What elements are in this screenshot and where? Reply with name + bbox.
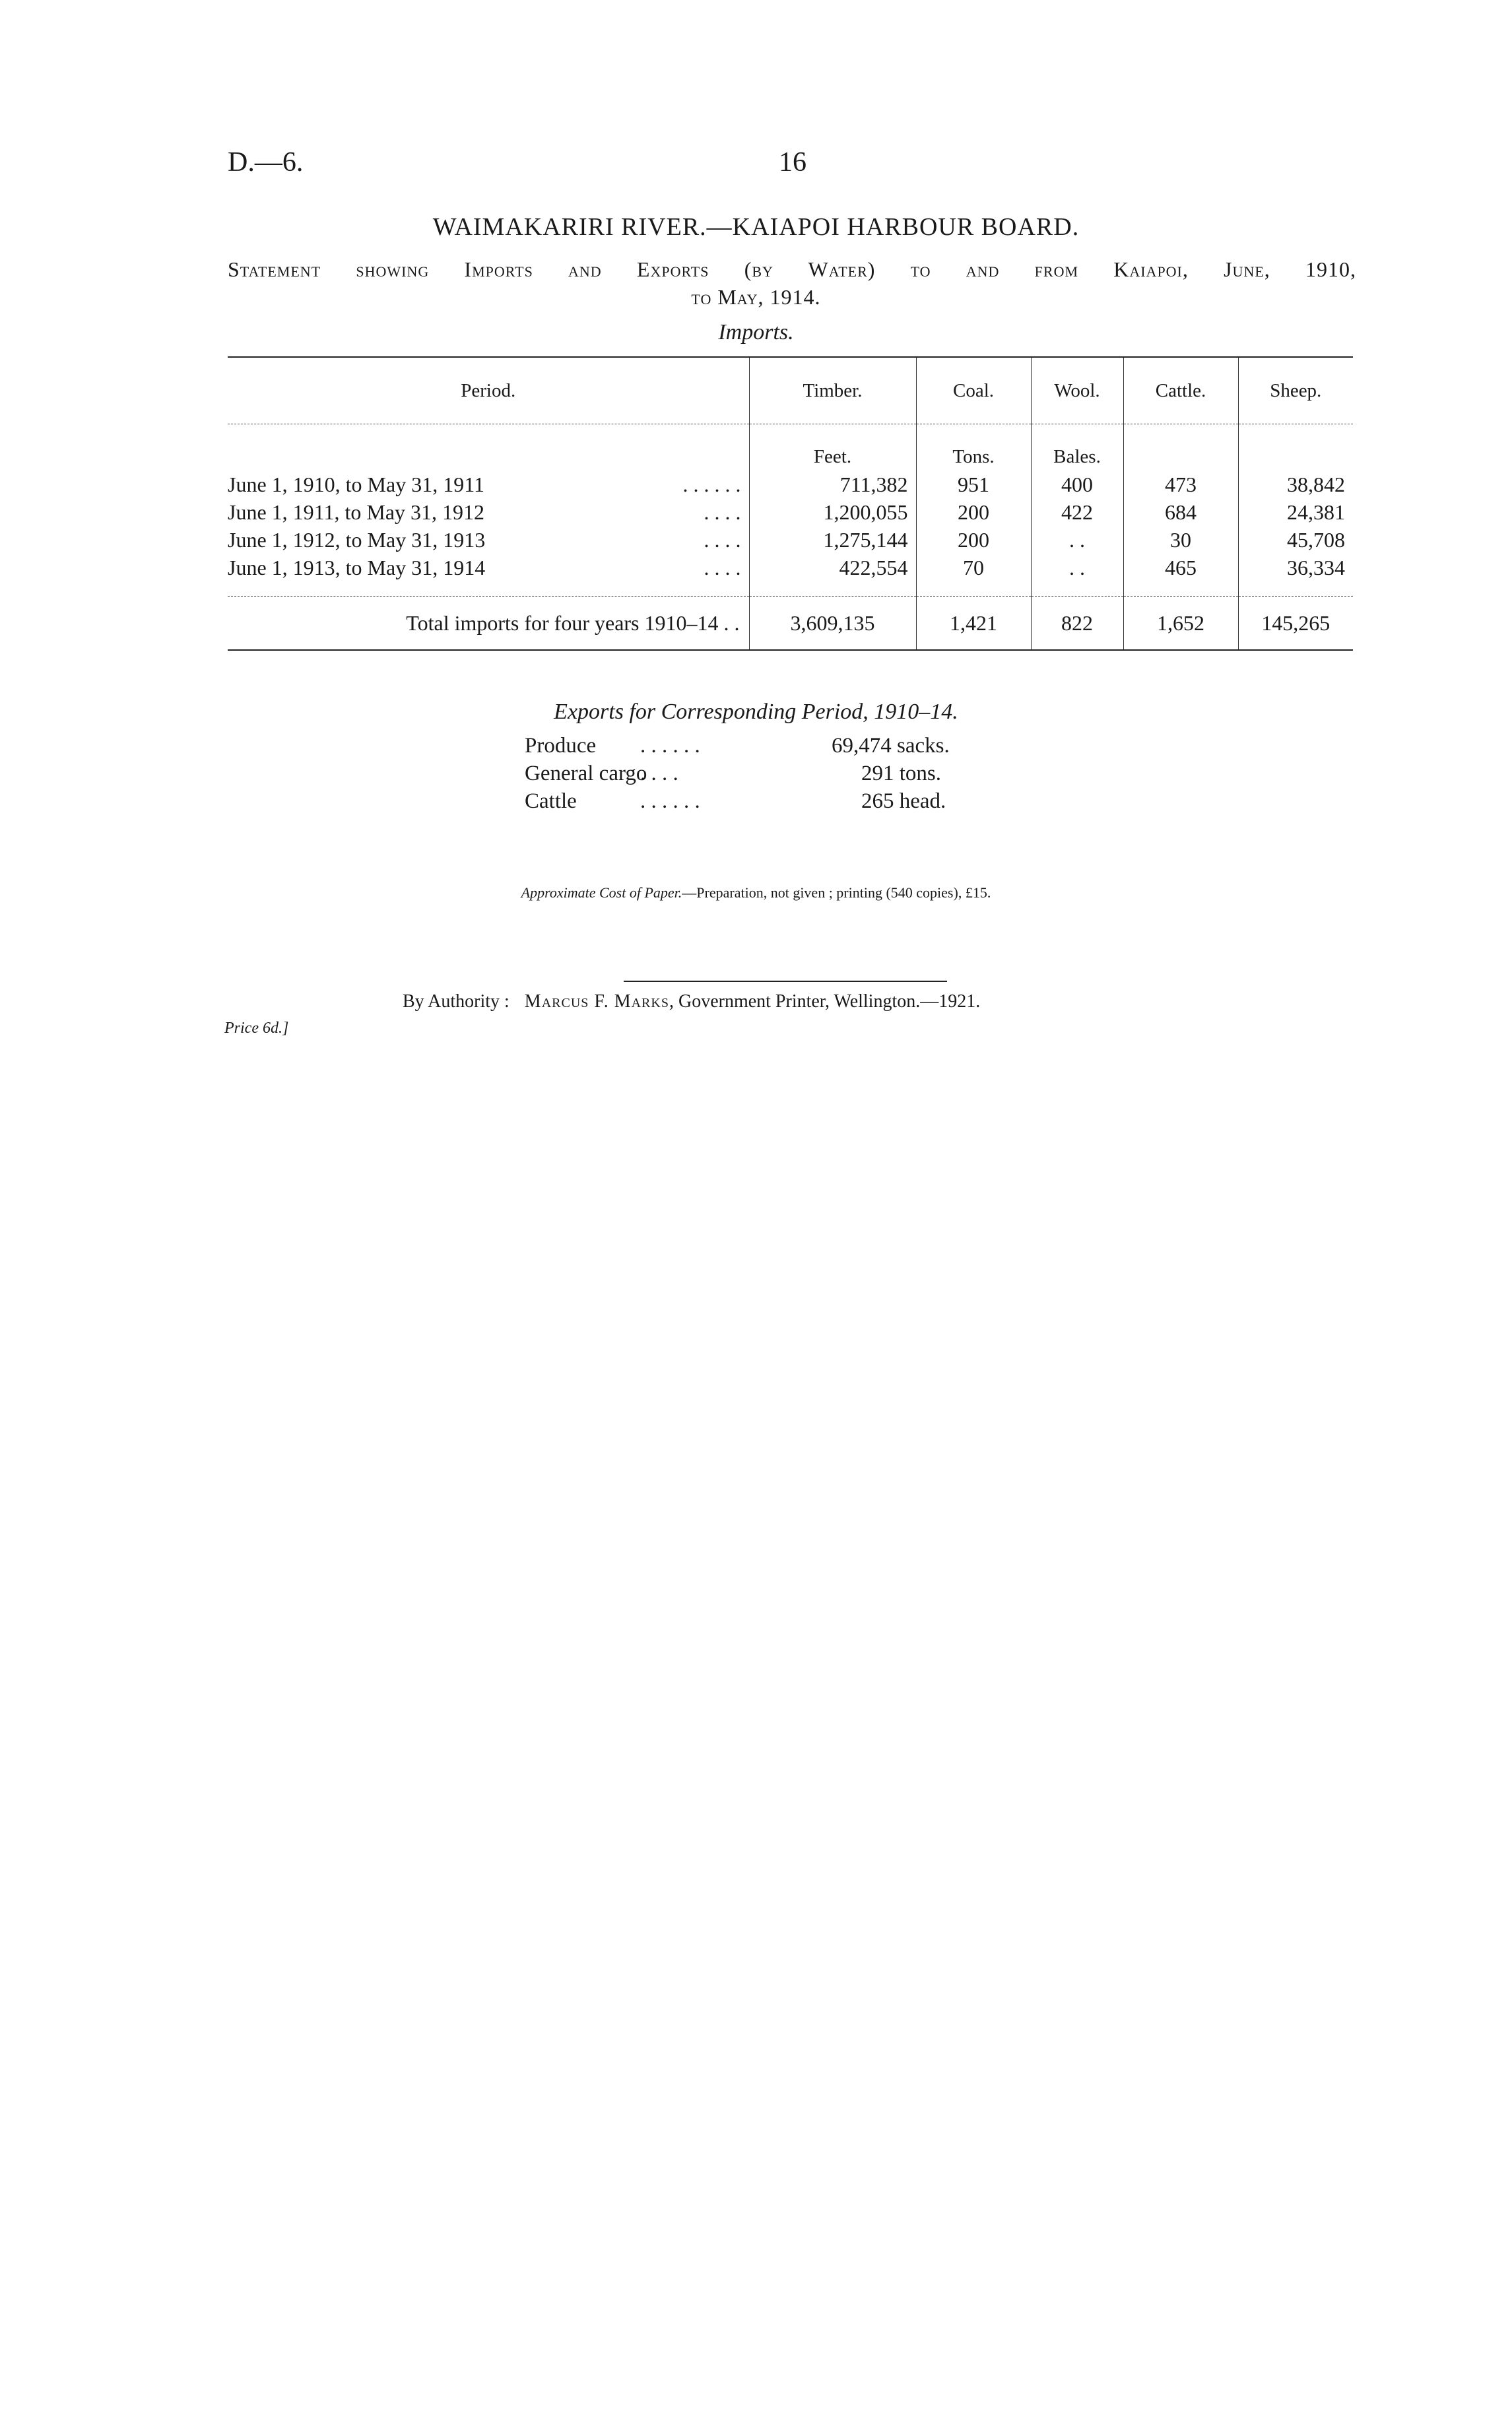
header-coal: Coal. [916,358,1031,424]
authority-prefix: By Authority : [403,991,509,1012]
authority-suffix: , Government Printer, Wellington.—1921. [669,991,981,1012]
printer-name: Marcus F. Marks [524,991,669,1012]
price-note: Price 6d.] [224,1020,289,1037]
row-leader-dots: . . . . [704,528,741,552]
header-cattle: Cattle. [1123,358,1238,424]
divider-rule [624,981,947,982]
cell-wool: 400 [1031,471,1123,498]
imports-heading: Imports. [718,320,794,344]
total-timber: 3,609,135 [749,597,916,650]
cell-coal: 951 [916,471,1031,498]
export-leader-dots: . . . . . . [640,789,700,813]
header-timber: Timber. [749,358,916,424]
row-period: June 1, 1911, to May 31, 1912 [228,500,485,524]
printer-authority [403,991,980,1012]
statement-subtitle: Statement showing Imports and Exports (by Water) to and from Kaiapoi, June, 1910, [228,257,1356,281]
export-value: 265 head. [861,789,946,813]
cell-cattle: 465 [1123,554,1238,581]
cell-wool: . . [1031,554,1123,581]
cell-coal: 200 [916,526,1031,554]
export-leader-dots: . . . . [640,762,678,785]
total-row [228,597,1353,650]
header-wool: Wool. [1031,358,1123,424]
export-item [0,789,1512,817]
export-label: Produce [525,734,597,758]
row-period: June 1, 1913, to May 31, 1914 [228,556,486,579]
cost-note-label: Approximate Cost of Paper. [521,884,682,901]
cost-note-text: —Preparation, not given ; printing (540 copies), £15. [682,884,991,901]
cell-coal: 70 [916,554,1031,581]
cell-timber: 711,382 [749,471,916,498]
export-value: 69,474 sacks. [832,734,950,758]
cell-timber: 1,275,144 [749,526,916,554]
total-wool: 822 [1031,597,1123,650]
table-row [228,526,1353,554]
imports-table [228,356,1353,651]
table-row [228,471,1353,498]
export-label: Cattle [525,789,577,813]
row-period: June 1, 1912, to May 31, 1913 [228,528,486,552]
cell-wool: 422 [1031,498,1123,526]
cell-timber: 1,200,055 [749,498,916,526]
row-leader-dots: . . . . [704,500,741,524]
cell-sheep: 38,842 [1238,471,1353,498]
header-sheep: Sheep. [1238,358,1353,424]
total-coal: 1,421 [916,597,1031,650]
units-row [228,424,1353,471]
cost-note [0,884,1512,901]
row-leader-dots: . . . . [704,556,741,579]
total-label: Total imports for four years 1910–14 . . [228,597,749,650]
export-value: 291 tons. [861,762,942,785]
table-row [228,554,1353,581]
cell-coal: 200 [916,498,1031,526]
row-period: June 1, 1910, to May 31, 1911 [228,473,485,496]
table-row [228,498,1353,526]
header-period: Period. [228,358,749,424]
total-cattle: 1,652 [1123,597,1238,650]
export-item [0,762,1512,789]
export-leader-dots: . . . . . . [640,734,700,758]
cell-cattle: 473 [1123,471,1238,498]
statement-subtitle-continued: to May, 1914. [691,285,821,309]
table-header-row [228,358,1353,424]
unit-coal: Tons. [916,424,1031,471]
row-leader-dots: . . . . . . [682,473,741,496]
cell-timber: 422,554 [749,554,916,581]
page-number: 16 [779,147,806,178]
cell-wool: . . [1031,526,1123,554]
export-item [0,734,1512,762]
export-label: General cargo [525,762,647,785]
exports-heading: Exports for Corresponding Period, 1910–14. [554,700,958,724]
cell-sheep: 24,381 [1238,498,1353,526]
unit-wool: Bales. [1031,424,1123,471]
unit-timber: Feet. [749,424,916,471]
cell-cattle: 684 [1123,498,1238,526]
page-title: WAIMAKARIRI RIVER.—KAIAPOI HARBOUR BOARD. [432,213,1080,241]
cell-cattle: 30 [1123,526,1238,554]
cell-sheep: 36,334 [1238,554,1353,581]
total-sheep: 145,265 [1238,597,1353,650]
document-reference: D.—6. [228,147,304,178]
cell-sheep: 45,708 [1238,526,1353,554]
